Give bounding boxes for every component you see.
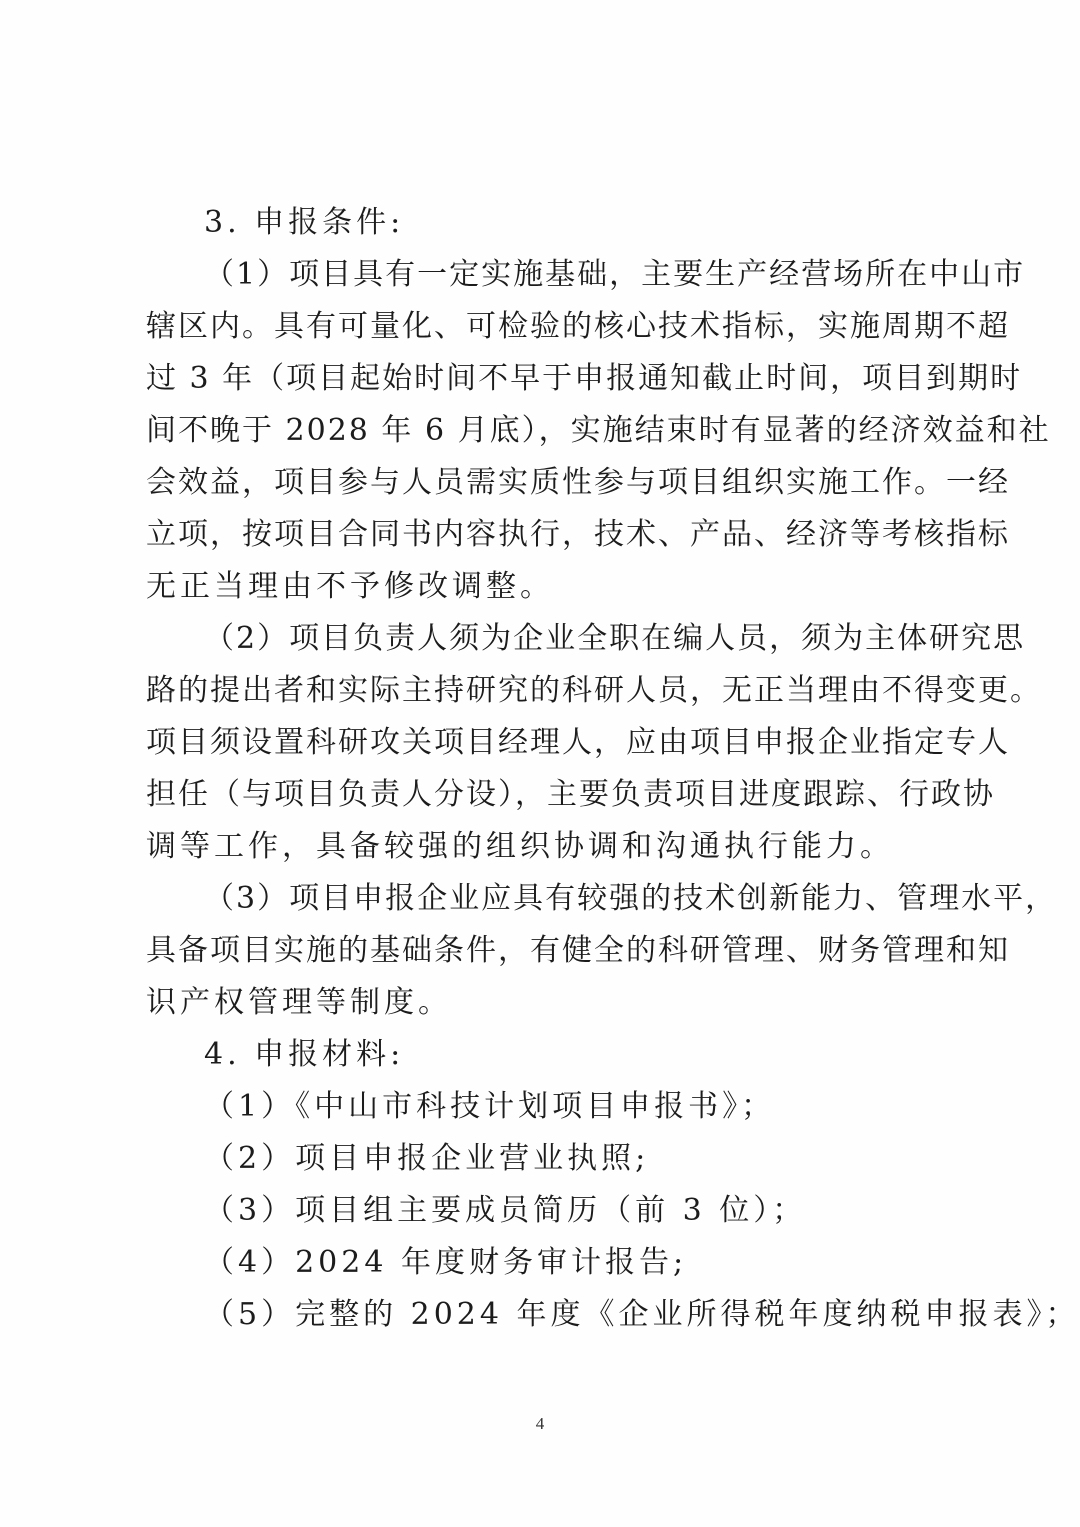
list-item: （3）项目组主要成员简历（前 3 位）； xyxy=(204,1193,807,1228)
paragraph-line: （1）项目具有一定实施基础，主要生产经营场所在中山市 xyxy=(204,257,1026,292)
paragraph-line: 识产权管理等制度。 xyxy=(146,985,452,1020)
paragraph-line: 过 3 年（项目起始时间不早于申报通知截止时间，项目到期时 xyxy=(146,361,1023,396)
paragraph-line: 担任（与项目负责人分设），主要负责项目进度跟踪、行政协 xyxy=(146,777,995,812)
section-heading-conditions: 3. 申报条件: xyxy=(204,205,405,240)
paragraph-line: 项目须设置科研攻关项目经理人，应由项目申报企业指定专人 xyxy=(146,725,1010,760)
paragraph-line: （2）项目负责人须为企业全职在编人员，须为主体研究思 xyxy=(204,621,1026,656)
paragraph-line: 无正当理由不予修改调整。 xyxy=(146,569,554,604)
list-item: （2）项目申报企业营业执照; xyxy=(204,1141,650,1176)
list-item: （4）2024 年度财务审计报告; xyxy=(204,1245,688,1280)
paragraph-line: 会效益，项目参与人员需实质性参与项目组织实施工作。一经 xyxy=(146,465,1010,500)
paragraph-line: 辖区内。具有可量化、可检验的核心技术指标，实施周期不超 xyxy=(146,309,1010,344)
list-item: （1）《中山市科技计划项目申报书》； xyxy=(204,1089,776,1124)
paragraph-line: 路的提出者和实际主持研究的科研人员，无正当理由不得变更。 xyxy=(146,673,1042,708)
paragraph-line: （3）项目申报企业应具有较强的技术创新能力、管理水平， xyxy=(204,881,1058,916)
page-number: 4 xyxy=(535,1414,545,1433)
paragraph-line: 立项，按项目合同书内容执行，技术、产品、经济等考核指标 xyxy=(146,517,1010,552)
section-heading-materials: 4. 申报材料: xyxy=(204,1037,405,1072)
paragraph-line: 具备项目实施的基础条件，有健全的科研管理、财务管理和知 xyxy=(146,933,1010,968)
list-item: （5）完整的 2024 年度《企业所得税年度纳税申报表》； xyxy=(204,1297,1080,1332)
paragraph-line: 调等工作，具备较强的组织协调和沟通执行能力。 xyxy=(146,829,894,864)
paragraph-line: 间不晚于 2028 年 6 月底），实施结束时有显著的经济效益和社 xyxy=(146,413,1051,448)
